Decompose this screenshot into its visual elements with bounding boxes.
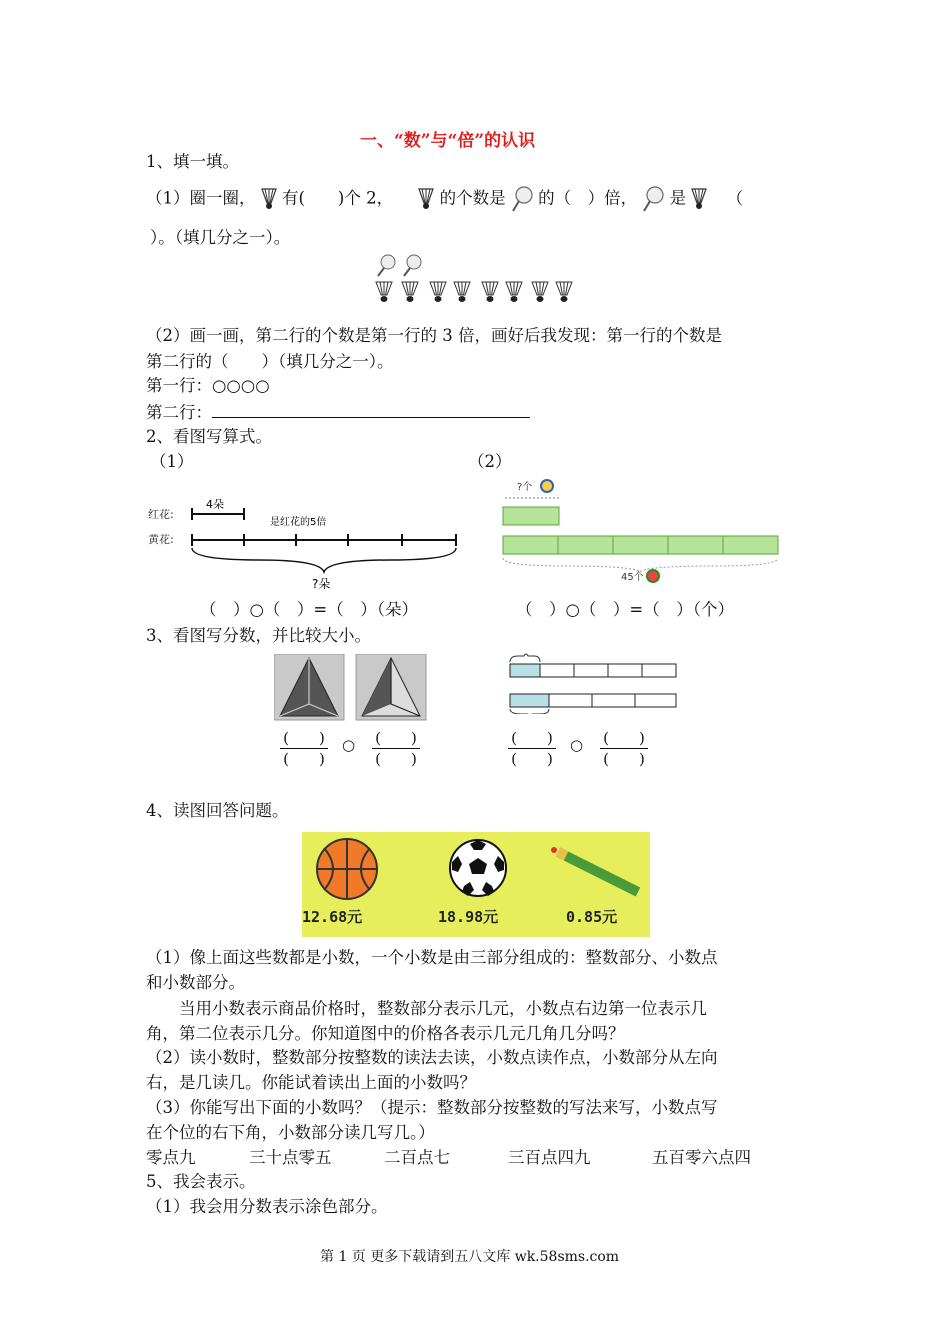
q4-p2-line2: 右，是几读几。你能试着读出上面的小数吗？	[146, 1073, 476, 1092]
shuttlecock-icon	[506, 282, 522, 302]
shuttlecock-icon	[376, 282, 392, 302]
first-row-line: 第一行：○○○○	[146, 376, 270, 395]
q1-heading: 1、填一填。	[146, 152, 239, 171]
answer-blank[interactable]	[212, 399, 530, 418]
q4-p1-line4: 角，第二位表示几分。你知道图中的价格各表示几元几角几分吗？	[146, 1024, 625, 1043]
q4-heading: 4、读图回答问题。	[146, 801, 289, 820]
shuttlecock-icon	[691, 188, 707, 210]
q4-p2-line1: （2）读小数时，整数部分按整数的读法去读，小数点读作点，小数部分从左向	[146, 1048, 718, 1067]
racket-icon	[378, 255, 395, 276]
decimal-word: 零点九	[146, 1148, 196, 1167]
q4-p3-line2: 在个位的右下角，小数部分读几写几。）	[146, 1123, 435, 1142]
question-count-label: ?个	[517, 482, 533, 493]
basketball-icon	[312, 834, 382, 904]
q5-part1: （1）我会用分数表示涂色部分。	[146, 1197, 388, 1216]
ball-icon	[647, 570, 659, 582]
soccer-ball-icon	[446, 836, 510, 900]
fraction-blank[interactable]: ( ) ( )	[280, 728, 328, 769]
price-label: 12.68元	[302, 908, 363, 926]
decimal-word: 五百零六点四	[652, 1148, 751, 1167]
q4-p3-line1: （3）你能写出下面的小数吗？（提示：整数部分按整数的写法来写，小数点写	[146, 1098, 718, 1117]
q3-heading: 3、看图写分数，并比较大小。	[146, 626, 371, 645]
triangle-pictures	[274, 654, 434, 722]
shuttlecock-icon	[556, 282, 572, 302]
pencil-icon	[548, 846, 648, 906]
racket-icon	[511, 186, 533, 212]
q4-p1-line1: （1）像上面这些数都是小数，一个小数是由三部分组成的：整数部分、小数点	[146, 948, 718, 967]
fraction-blank[interactable]: ( ) ( )	[508, 728, 556, 769]
four-flowers-label: 4朵	[206, 498, 224, 511]
volleyball-icon	[541, 480, 553, 492]
shuttlecock-icon	[402, 282, 418, 302]
long-bar	[503, 536, 778, 554]
compare-circle[interactable]: ○	[342, 736, 356, 754]
yellow-flower-label: 黄花:	[148, 533, 174, 546]
compare-circle[interactable]: ○	[570, 736, 584, 754]
q1-part1-line2: ）。（填几分之一）。	[150, 228, 291, 247]
shuttlecock-icon	[482, 282, 498, 302]
racket-icon	[404, 255, 421, 276]
fraction-blank[interactable]: ( ) ( )	[600, 728, 648, 769]
ball-bar-diagram	[495, 474, 795, 584]
q2-equation-1: （ ）○（ ）=（ ）（朵）	[200, 600, 418, 619]
fraction-bars	[504, 652, 684, 714]
red-flower-label: 红花:	[148, 508, 174, 521]
circles: ○○○○	[212, 376, 270, 395]
q1-part2-line2: 第二行的（ ）（填几分之一）。	[146, 352, 394, 371]
shuttlecock-icon	[418, 188, 434, 210]
page-title: 一、“数”与“倍”的认识	[360, 131, 536, 151]
shuttlecock-icon	[430, 282, 446, 302]
racket-icon	[642, 186, 664, 212]
price-label: 0.85元	[566, 908, 618, 926]
shuttlecock-icon	[261, 188, 277, 210]
page-footer: 第 1 页 更多下载请到五八文库 wk.58sms.com	[320, 1249, 620, 1265]
q2-sub1: （1）	[150, 452, 194, 471]
q4-p1-line2: 和小数部分。	[146, 973, 245, 992]
question-flowers-label: ?朵	[312, 577, 331, 591]
q5-heading: 5、我会表示。	[146, 1172, 256, 1191]
q1-part2-line1: （2）画一画，第二行的个数是第一行的 3 倍，画好后我发现：第一行的个数是	[146, 326, 722, 345]
count-45-label: 45个	[621, 572, 644, 583]
second-row-line: 第二行：	[146, 399, 530, 425]
rackets-shuttlecocks-picture	[372, 252, 582, 304]
q2-sub2: （2）	[468, 452, 512, 471]
price-picture	[302, 832, 650, 937]
decimal-word: 三百点四九	[508, 1148, 591, 1167]
shuttlecock-icon	[532, 282, 548, 302]
q2-heading: 2、看图写算式。	[146, 427, 272, 446]
q2-equation-2: （ ）○（ ）=（ ）（个）	[516, 600, 734, 619]
five-times-label: 是红花的5倍	[270, 517, 327, 528]
q1-part1-line1: （1）圈一圈， 有( )个 2， 的个数是 的（ ）倍， 是 （	[146, 186, 743, 212]
q4-p1-line3: 当用小数表示商品价格时，整数部分表示几元，小数点右边第一位表示几	[146, 999, 707, 1018]
price-label: 18.98元	[438, 908, 499, 926]
decimal-word: 三十点零五	[249, 1148, 332, 1167]
flower-line-diagram	[140, 490, 470, 600]
shuttlecock-icon	[454, 282, 470, 302]
decimal-word: 二百点七	[384, 1148, 450, 1167]
short-bar	[503, 507, 559, 525]
fraction-blank[interactable]: ( ) ( )	[372, 728, 420, 769]
